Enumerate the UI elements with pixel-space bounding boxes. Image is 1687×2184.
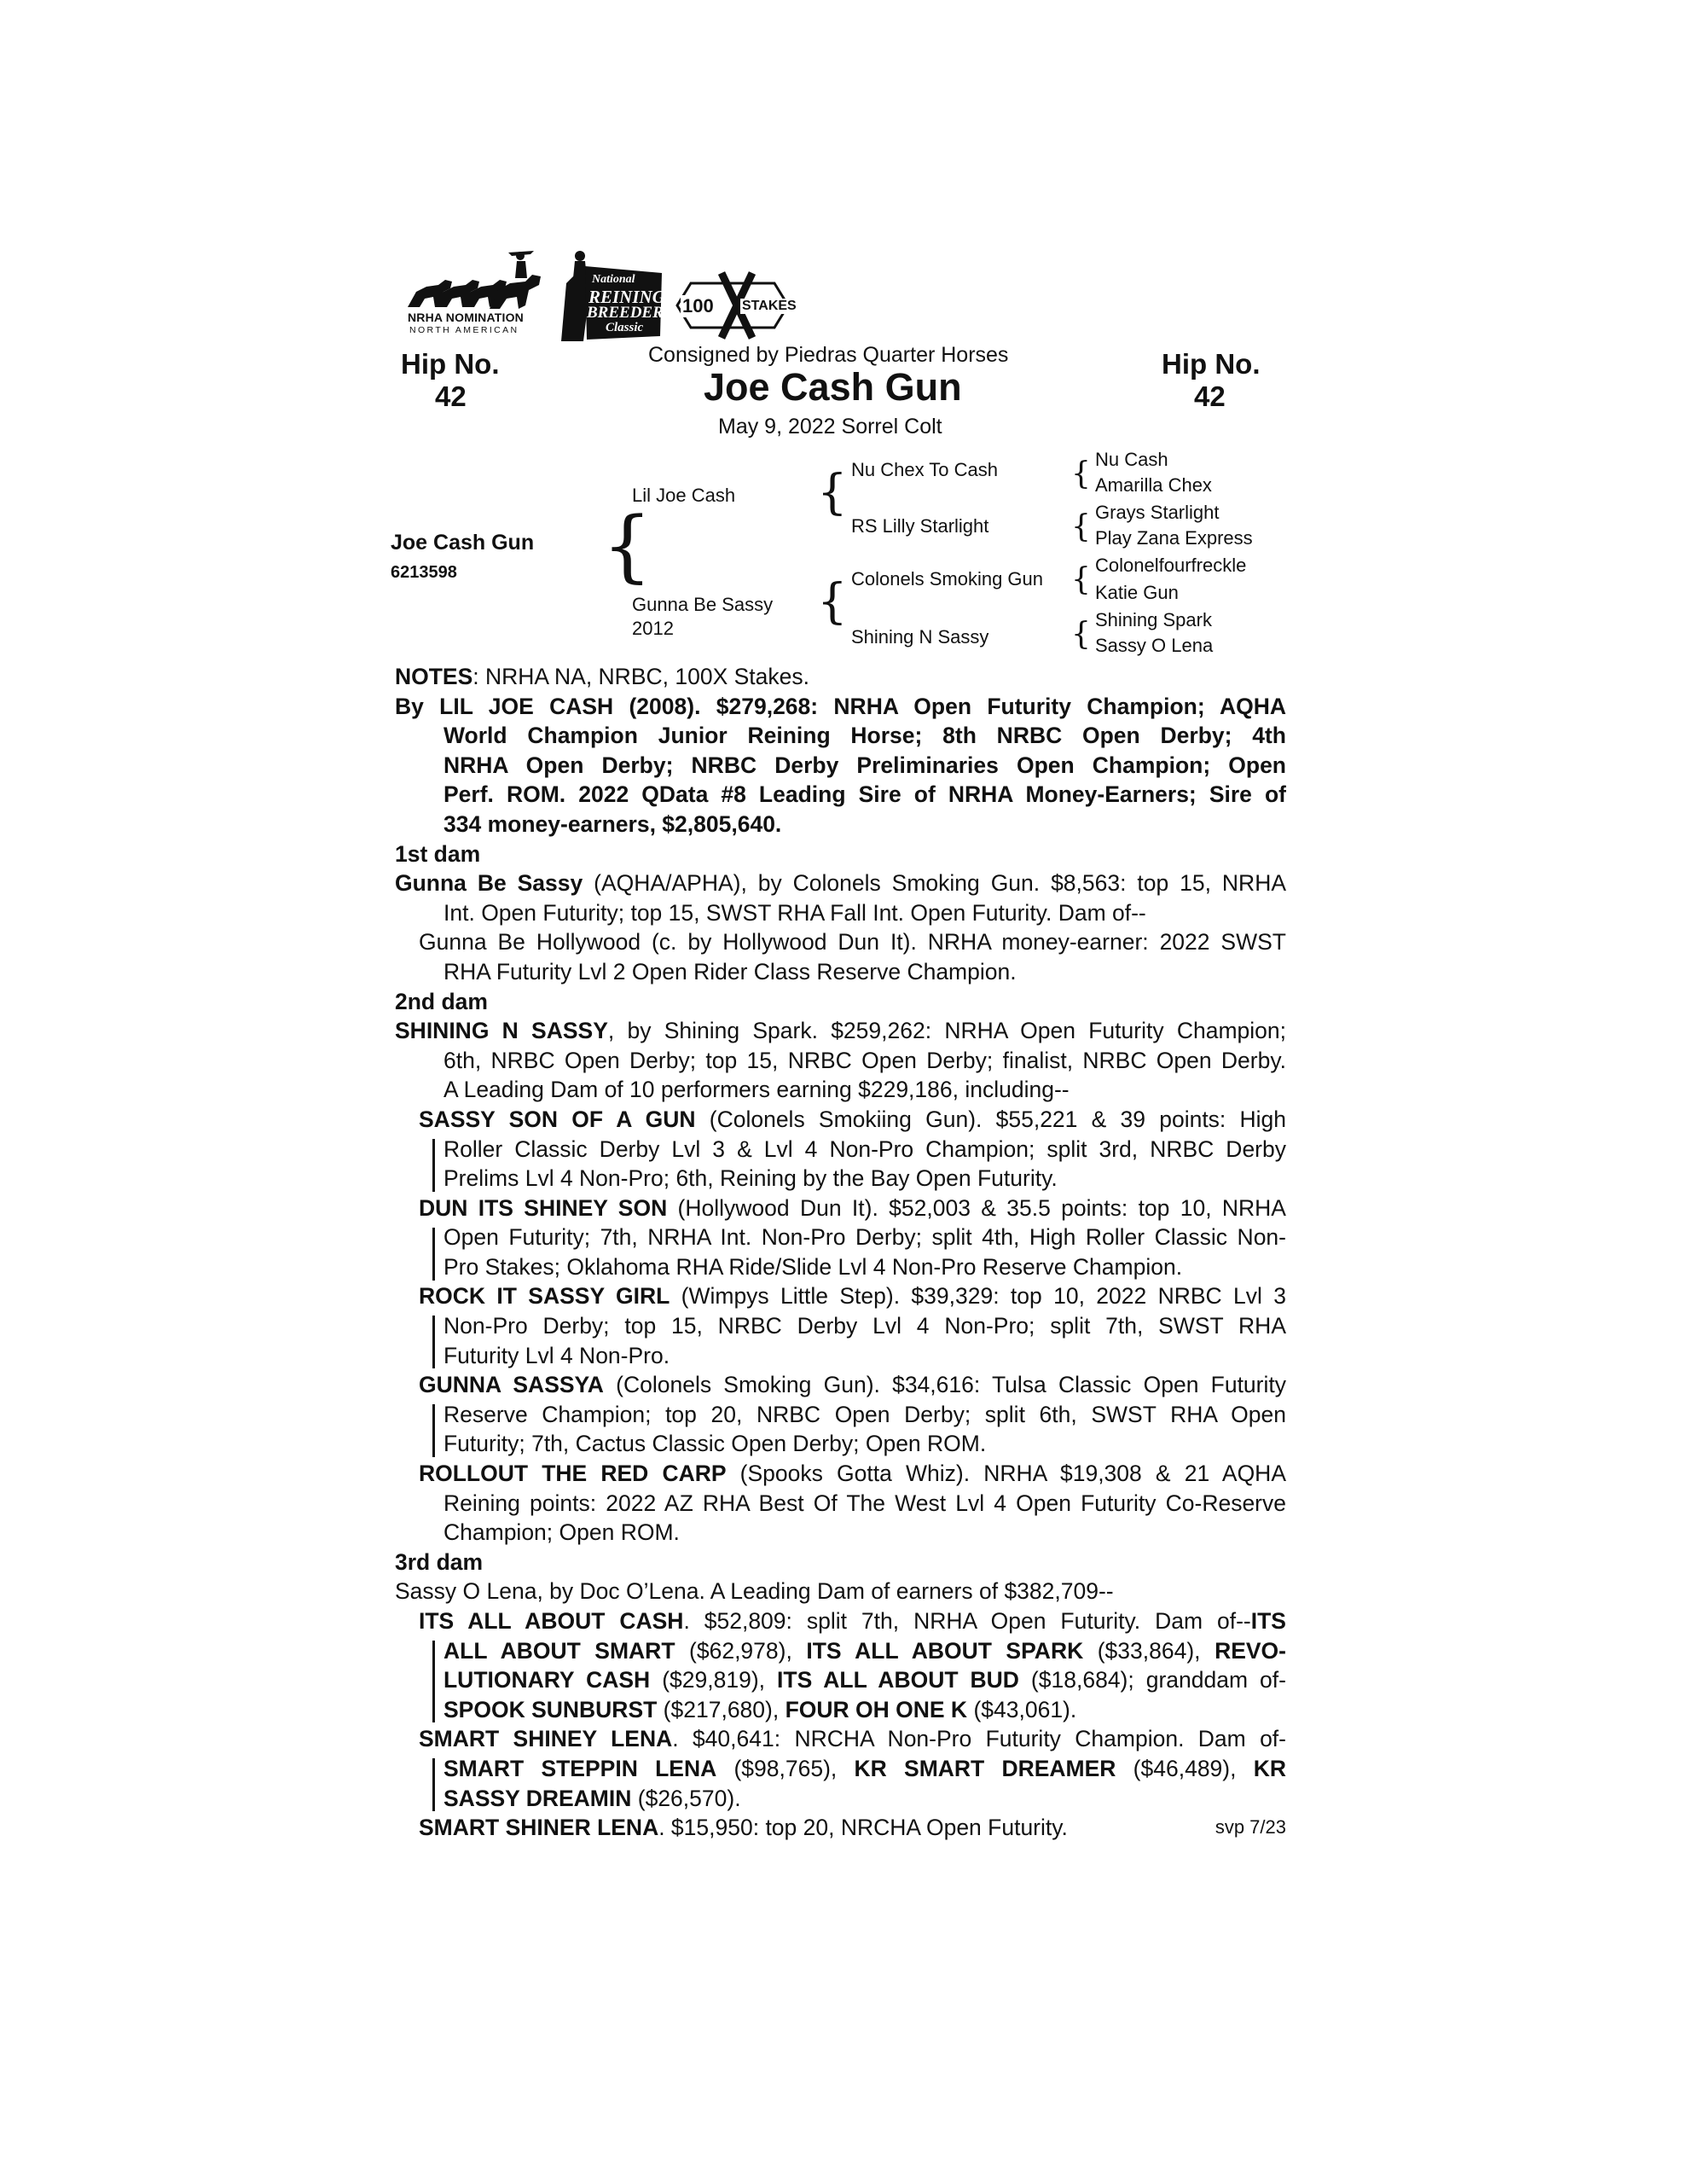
pedigree-ggp-3: Grays Starlight (1095, 502, 1220, 523)
pedigree-brace-dam: { (817, 574, 848, 630)
foal-text: (Spooks Gotta Whiz). NRHA $19,308 & 21 AQHA (726, 1461, 1286, 1487)
produce-earnings: ($18,684); granddam of- (1018, 1667, 1286, 1693)
second-dam-foal-line (395, 1194, 1286, 1223)
stakes-100x-logo (674, 271, 797, 340)
pedigree-dam-sire: Colonels Smoking Gun (851, 568, 1044, 590)
foaling-info: May 9, 2022 Sorrel Colt (718, 415, 942, 439)
foal-name: SASSY SON OF A GUN (419, 1106, 696, 1132)
pedigree-brace-g4: { (1071, 617, 1091, 652)
produce-name: KR SMART DREAMER (854, 1755, 1116, 1781)
pedigree-ggp-2: Amarilla Chex (1095, 474, 1212, 496)
third-dam-foal-line (395, 1695, 1286, 1725)
third-dam-foal-line (395, 1784, 1286, 1814)
pedigree-dam-dam: Shining N Sassy (851, 626, 989, 648)
pedigree-brace-g2: { (1071, 509, 1091, 544)
third-dam-foal-line (395, 1724, 1286, 1754)
second-dam-foal-line: Roller Classic Derby Lvl 3 & Lvl 4 Non-Pro Champion; split 3rd, NRBC Derby (443, 1136, 1286, 1162)
second-dam-foal-line: Reserve Champion; top 20, NRBC Open Derby; split 6th, SWST RHA Open (443, 1401, 1286, 1427)
produce-name: ITS ALL ABOUT BUD (777, 1667, 1019, 1693)
third-dam-line: Sassy O Lena, by Doc O’Lena. A Leading Dam of earners of $382,709-- (395, 1578, 1114, 1605)
stakes-logo-word: STAKES (742, 299, 797, 313)
third-dam-foal-line (395, 1636, 1286, 1666)
first-dam-foal-line: Gunna Be Hollywood (c. by Hollywood Dun It). NRHA money-earner: 2022 SWST (419, 929, 1286, 956)
foal-bracket (432, 1316, 435, 1368)
second-dam-foal-line: Champion; Open ROM. (443, 1519, 680, 1546)
pedigree-ggp-1: Nu Cash (1095, 449, 1168, 470)
third-dam-foal-line (395, 1813, 1286, 1843)
foal-name: SMART SHINEY LENA (419, 1726, 673, 1752)
produce-name: REVO- (1215, 1637, 1286, 1664)
third-dam-foal-line (395, 1606, 1286, 1636)
foal-text: . $40,641: NRCHA Non-Pro Futurity Champion. Dam of- (672, 1726, 1286, 1752)
nrbc-logo-line4: Classic (606, 321, 644, 334)
foal-text: (Wimpys Little Step). $39,329: top 10, 2022 NRBC Lvl 3 (670, 1283, 1287, 1310)
foal-bracket (432, 1139, 435, 1192)
second-dam-line: A Leading Dam of 10 performers earning $229,186, including-- (443, 1077, 1070, 1103)
nrbc-logo-line2: REINING (588, 287, 665, 307)
hip-label-left: Hip No. (401, 348, 500, 380)
produce-earnings: ($26,570). (631, 1785, 741, 1811)
produce-name: SASSY DREAMIN (443, 1785, 632, 1811)
pedigree-brace-g1: { (1071, 456, 1091, 491)
second-dam-foal-line (395, 1105, 1286, 1135)
subject-registration: 6213598 (391, 563, 457, 582)
notes-line (395, 662, 1286, 692)
subject-name: Joe Cash Gun (391, 531, 535, 555)
pedigree-ggp-6: Katie Gun (1095, 582, 1179, 603)
produce-name: SMART STEPPIN LENA (443, 1755, 717, 1781)
first-dam-heading: 1st dam (395, 840, 481, 867)
pedigree-brace-sire: { (817, 465, 848, 520)
foal-text: (Colonels Smokiing Gun). $55,221 & 39 points: High (695, 1106, 1287, 1132)
third-dam-foal (395, 1606, 1286, 1724)
nrha-logo-line2: NORTH AMERICAN (409, 325, 519, 335)
pedigree-sire-dam: RS Lilly Starlight (851, 515, 989, 537)
sire-summary-line: World Champion Junior Reining Horse; 8th NRBC Open Derby; 4th (443, 723, 1286, 749)
produce-earnings: ($33,864), (1083, 1637, 1215, 1664)
second-dam-foal-line: Futurity Lvl 4 Non-Pro. (443, 1342, 670, 1368)
pedigree-ggp-4: Play Zana Express (1095, 527, 1253, 549)
produce-earnings: ($217,680), (657, 1696, 786, 1722)
page-title: Joe Cash Gun (704, 365, 962, 409)
nrbc-logo-line1: National (592, 273, 635, 286)
notes-label: NOTES (395, 664, 473, 689)
consignor-line: Consigned by Piedras Quarter Horses (648, 343, 1009, 367)
second-dam-foal-line: Open Futurity; 7th, NRHA Int. Non-Pro Derby; split 4th, High Roller Classic Non- (443, 1224, 1286, 1251)
hip-number-left: 42 (435, 380, 467, 412)
second-dam-heading: 2nd dam (395, 988, 488, 1014)
hip-number-right: 42 (1194, 380, 1226, 412)
foal-name: ROCK IT SASSY GIRL (419, 1283, 670, 1310)
pedigree-brace-g3: { (1071, 562, 1091, 597)
nrha-nomination-logo (401, 247, 546, 343)
catalog-body (395, 662, 1286, 1843)
third-dam-foal (395, 1813, 1286, 1843)
second-dam-foal (395, 1459, 1286, 1548)
first-dam-line: Int. Open Futurity; top 15, SWST RHA Fall Int. Open Futurity. Dam of-- (443, 899, 1146, 926)
second-dam-foal (395, 1105, 1286, 1194)
second-dam-foal-line: Non-Pro Derby; top 15, NRBC Derby Lvl 4 Non-Pro; split 7th, SWST RHA (443, 1313, 1286, 1339)
produce-name: LUTIONARY CASH (443, 1667, 651, 1693)
produce-earnings: ($62,978), (675, 1637, 807, 1664)
foal-text: . $15,950: top 20, NRCHA Open Futurity. (658, 1815, 1068, 1841)
second-dam-foal (395, 1281, 1286, 1370)
second-dam-line (395, 1016, 1286, 1046)
footer-code: svp 7/23 (1215, 1816, 1286, 1838)
second-dam-foal-line: Futurity; 7th, Cactus Classic Open Derby; Open ROM. (443, 1431, 987, 1457)
produce-name: KR (1253, 1755, 1286, 1781)
foal-text: . $52,809: split 7th, NRHA Open Futurity. Dam of-- (683, 1608, 1251, 1634)
second-dam-foal-line: Pro Stakes; Oklahoma RHA Ride/Slide Lvl 4 Non-Pro Reserve Champion. (443, 1253, 1183, 1280)
sire-summary (395, 692, 1286, 839)
foal-bracket (432, 1758, 435, 1811)
third-dam-foal (395, 1724, 1286, 1813)
foal-bracket (432, 1404, 435, 1457)
foal-name: ITS ALL ABOUT CASH (419, 1608, 684, 1634)
first-dam-foal-line: RHA Futurity Lvl 2 Open Rider Class Reserve Champion. (443, 958, 1017, 985)
foal-name: GUNNA SASSYA (419, 1372, 604, 1398)
second-dam-foal (395, 1370, 1286, 1459)
foal-text: (Colonels Smoking Gun). $34,616: Tulsa Classic Open Futurity (603, 1372, 1286, 1398)
pedigree-ggp-5: Colonelfourfreckle (1095, 555, 1247, 576)
produce-earnings: ($43,061). (967, 1696, 1077, 1722)
foal-name: DUN ITS SHINEY SON (419, 1194, 668, 1221)
foal-text: (Hollywood Dun It). $52,003 & 35.5 points: top 10, NRHA (667, 1194, 1286, 1221)
sire-summary-line: By LIL JOE CASH (2008). $279,268: NRHA Open Futurity Champion; AQHA (395, 693, 1286, 719)
second-dam-foal-line (395, 1459, 1286, 1489)
pedigree-dam-year: 2012 (632, 618, 674, 639)
pedigree-brace-main: { (602, 500, 652, 591)
second-dam-line: 6th, NRBC Open Derby; top 15, NRBC Open Derby; finalist, NRBC Open Derby. (443, 1047, 1286, 1073)
produce-name: SPOOK SUNBURST (443, 1696, 658, 1722)
pedigree-ggp-7: Shining Spark (1095, 609, 1212, 630)
hip-label-right: Hip No. (1162, 348, 1261, 380)
pedigree-sire-sire: Nu Chex To Cash (851, 459, 999, 480)
nrbc-logo (554, 249, 673, 343)
second-dam-foal-line (395, 1281, 1286, 1311)
foal-name: SMART SHINER LENA (419, 1815, 659, 1841)
produce-name: ITS ALL ABOUT SPARK (806, 1637, 1084, 1664)
third-dam-heading: 3rd dam (395, 1548, 484, 1575)
stakes-logo-100: 100 (682, 295, 714, 317)
second-dam-foal (395, 1194, 1286, 1282)
first-dam-line1-text: (AQHA/APHA), by Colonels Smoking Gun. $8,563: top 15, NRHA (583, 870, 1287, 897)
foal-bracket (432, 1641, 435, 1722)
second-dam-foal-line (395, 1370, 1286, 1400)
pedigree-sire: Lil Joe Cash (632, 485, 736, 506)
sire-summary-line: Perf. ROM. 2022 QData #8 Leading Sire of NRHA Money-Earners; Sire of (443, 781, 1286, 808)
foal-name: ROLLOUT THE RED CARP (419, 1461, 727, 1487)
first-dam-line (395, 868, 1286, 898)
produce-name: ITS (1250, 1608, 1286, 1634)
second-dam-name: SHINING N SASSY (395, 1018, 608, 1044)
produce-earnings: ($98,765), (716, 1755, 855, 1781)
second-dam-foal-line: Reining points: 2022 AZ RHA Best Of The West Lvl 4 Open Futurity Co-Reserve (443, 1490, 1286, 1516)
nrbc-logo-line3: BREEDERS (587, 304, 673, 322)
produce-earnings: ($46,489), (1116, 1755, 1254, 1781)
notes-text: : NRHA NA, NRBC, 100X Stakes. (472, 664, 809, 689)
second-dam-foal-line: Prelims Lvl 4 Non-Pro; 6th, Reining by the Bay Open Futurity. (443, 1165, 1058, 1192)
pedigree-dam: Gunna Be Sassy (632, 594, 774, 615)
second-dam-line1-text: , by Shining Spark. $259,262: NRHA Open Futurity Champion; (607, 1018, 1286, 1044)
sire-summary-line: NRHA Open Derby; NRBC Derby Preliminaries Open Champion; Open (443, 752, 1286, 778)
sire-summary-line: 334 money-earners, $2,805,640. (443, 810, 782, 837)
pedigree-ggp-8: Sassy O Lena (1095, 635, 1214, 656)
nrha-logo-line1: NRHA NOMINATION (408, 311, 524, 324)
horse-riders-icon (401, 247, 546, 316)
first-dam-name: Gunna Be Sassy (395, 870, 583, 897)
produce-name: ALL ABOUT SMART (443, 1637, 675, 1664)
third-dam-foal-line (395, 1665, 1286, 1695)
produce-name: FOUR OH ONE K (785, 1696, 968, 1722)
foal-bracket (432, 1228, 435, 1281)
produce-earnings: ($29,819), (650, 1667, 778, 1693)
third-dam-foal-line (395, 1754, 1286, 1784)
